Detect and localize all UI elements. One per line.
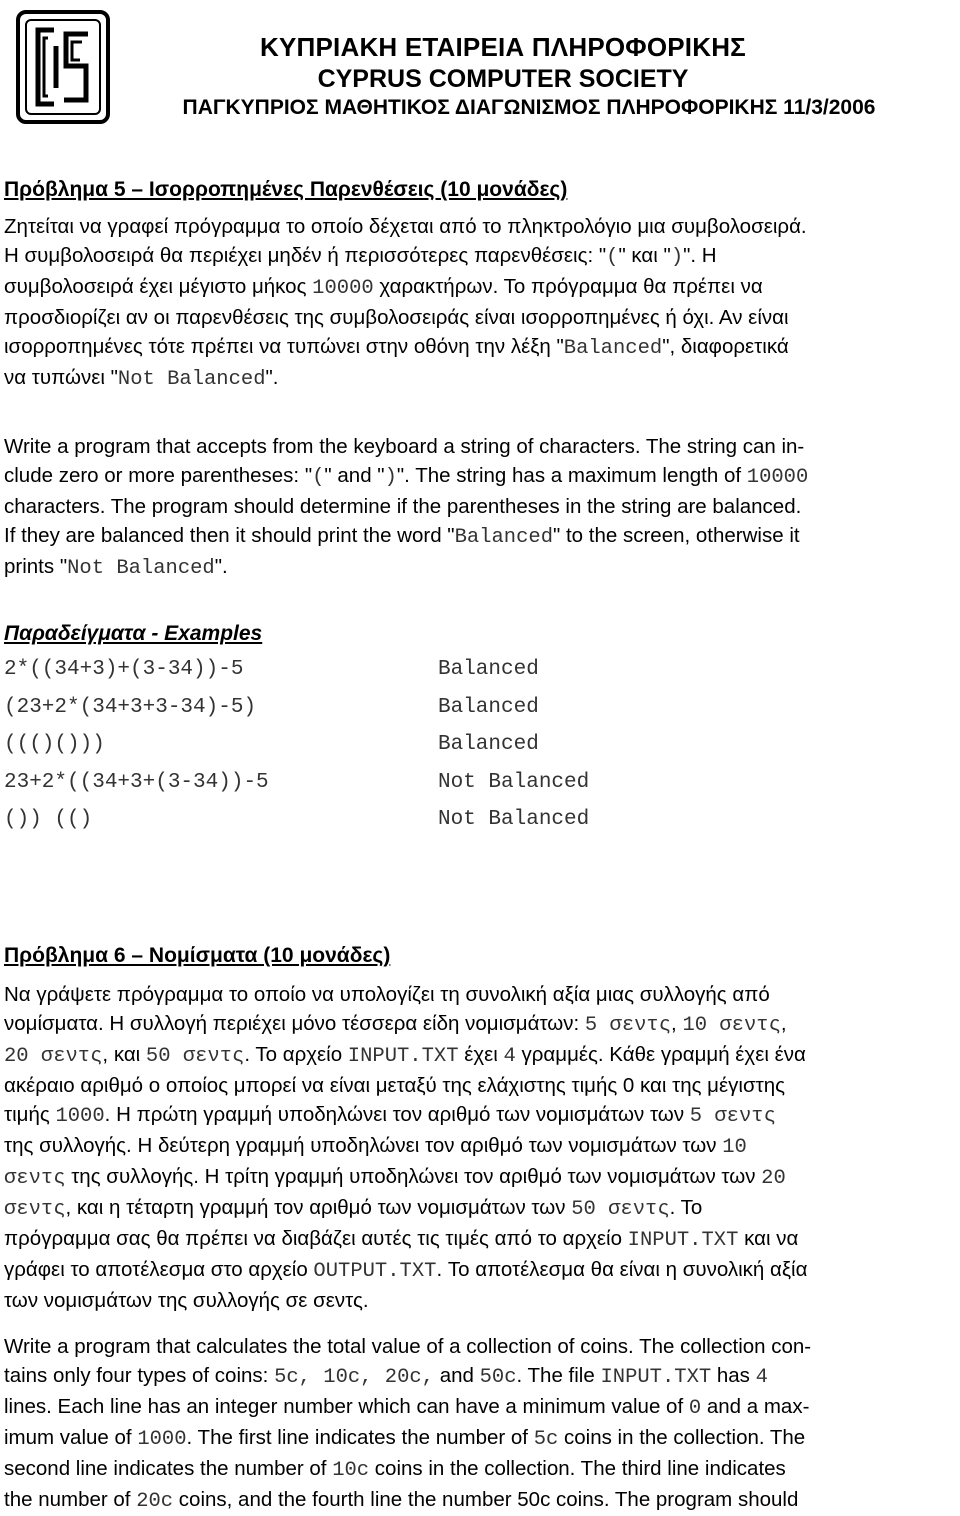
header-organization-english: CYPRUS COMPUTER SOCIETY: [317, 65, 689, 93]
example-output: Balanced: [438, 733, 539, 756]
example-input: 23+2*((34+3+(3-34))-5: [4, 771, 269, 794]
problem6-title: Πρόβλημα 6 – Νομίσματα (10 μονάδες): [4, 944, 391, 967]
problem6-greek-text: Να γράψετε πρόγραμμα το οποίο να υπολογίζει τη συνολική αξία μιας συλλογής από νομίσματα. Η συλλογή περιέχει μόνο τέσσερα είδη νομισμάτων: 5 σεντς, 10 σεντς, 20 σεντς, και 50 σεντς. Το αρχείο INPUT.TXT έχει 4 γραμμές. Κάθε γραμμή έχει ένα ακέραιο αριθμό ο οποίος μπορεί να είναι μεταξύ της ελάχιστης τιμής 0 και της μέγιστης τιμής 1000. Η πρώτη γραμμή υποδηλώνει τον αριθμό των νομισμάτων των 5 σεντς της συλλογής. Η δεύτερη γραμμή υποδηλώνει τον αριθμό των νομισμάτων των 10 σεντς της συλλογής. Η τρίτη γραμμή υποδηλώνει τον αριθμό των νομισμάτων των 20 σεντς, και η τέταρτη γραμμή τον αριθμό των νομισμάτων των 50 σεντς. Το πρόγραμμα σας θα πρέπει να διαβάζει αυτές τις τιμές από το αρχείο INPUT.TXT και να γράφει το αποτέλεσμα στο αρχείο OUTPUT.TXT. Το αποτέλεσμα θα είναι η συνολική αξία των νομισμάτων της συλλογής σε σεντς.: [4, 983, 808, 1312]
problem5-greek-text: Ζητείται να γραφεί πρόγραμμα το οποίο δέχεται από το πληκτρολόγιο μια συμβολοσειρά. Η συμβολοσειρά θα περιέχει μηδέν ή περισσότερες παρενθέσεις: "(" και ")". Η συμβολοσειρά έχει μέγιστο μήκος 10000 χαρακτήρων. Το πρόγραμμα θα πρέπει να προσδιορίζει αν οι παρενθέσεις της συμβολοσειράς είναι ισορροπημένες ή όχι. Αν είναι ισορροπημένες τότε πρέπει να τυπώνει στην οθόνη την λέξη "Balanced", διαφορετικά να τυπώνει "Not Balanced".: [4, 215, 807, 391]
examples-heading: Παραδείγματα - Examples: [4, 622, 263, 645]
example-input: ((()())): [4, 733, 105, 756]
example-output: Balanced: [438, 658, 539, 681]
example-output: Balanced: [438, 696, 539, 719]
problem6-english-text: Write a program that calculates the total value of a collection of coins. The collection con- tains only four types of coins: 5c, 10c, 20c, and 50c. The file INPUT.TXT has 4 lines. Each line has an integer number which can have a minimum value of 0 and a max- imum value of 1000. The first line indicates the number of 5c coins in the collection. The second line indicates the number of 10c coins in the collection. The third line indicates the number of 20c coins, and the fourth line the number 50c coins. The program should: [4, 1335, 812, 1513]
example-output: Not Balanced: [438, 771, 590, 794]
example-input: (23+2*(34+3+3-34)-5): [4, 696, 257, 719]
problem5-title: Πρόβλημα 5 – Ισορροπημένες Παρενθέσεις (10 μονάδες): [4, 178, 568, 201]
ccs-logo: [16, 10, 110, 124]
problem5-english-text: Write a program that accepts from the keyboard a string of characters. The string can in- clude zero or more parentheses: "(" and ")". The string has a maximum length of 10000 characters. The program should determine if the parentheses in the string are balanced. If they are balanced then it should print the word "Balanced" to the screen, otherwise it prints "Not Balanced".: [4, 435, 809, 580]
example-input: ()) ((): [4, 808, 93, 831]
example-output: Not Balanced: [438, 808, 590, 831]
example-input: 2*((34+3)+(3-34))-5: [4, 658, 244, 681]
header-competition: ΠΑΓΚΥΠΡΙΟΣ ΜΑΘΗΤΙΚΟΣ ΔΙΑΓΩΝΙΣΜΟΣ ΠΛΗΡΟΦΟΡΙΚΗΣ 11/3/2006: [182, 96, 876, 119]
header-organization-greek: ΚΥΠΡΙΑΚΗ ΕΤΑΙΡΕΙΑ ΠΛΗΡΟΦΟΡΙΚΗΣ: [260, 32, 746, 62]
